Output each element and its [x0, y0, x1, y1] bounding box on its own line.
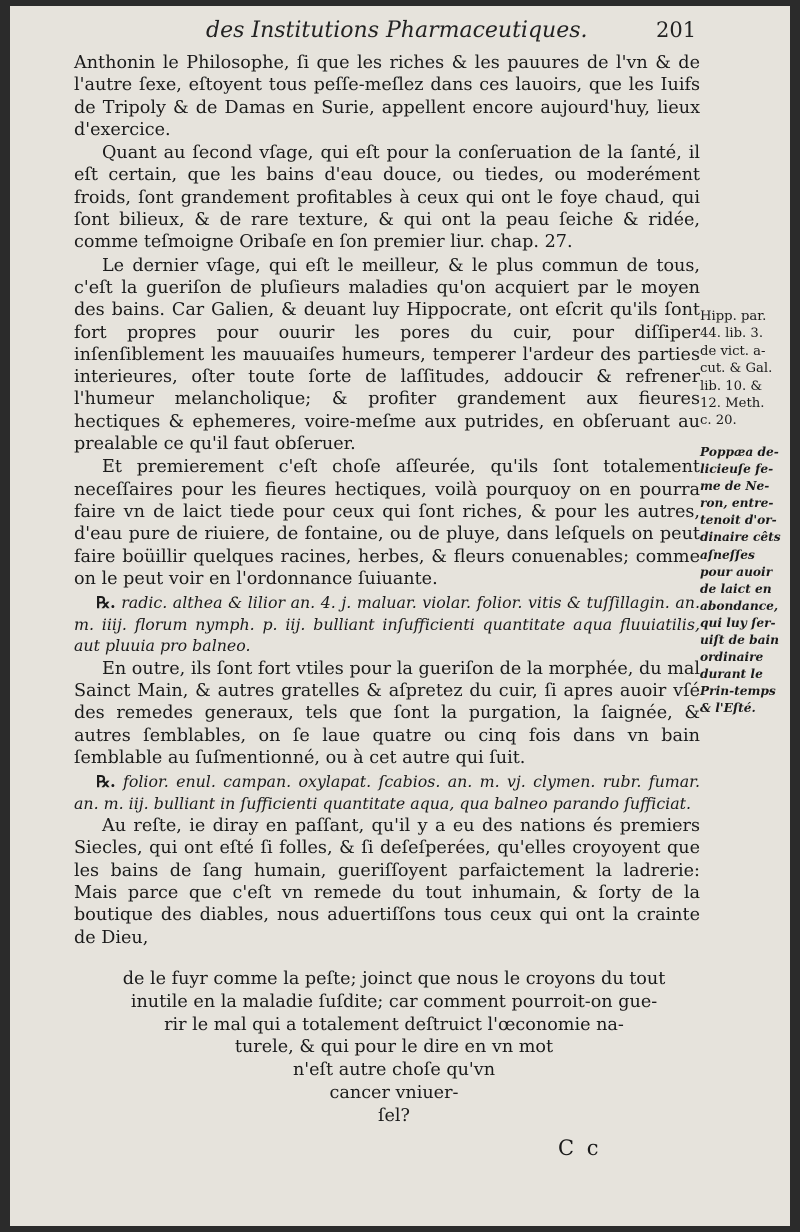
margin-line: licieuſe fe-: [700, 462, 774, 477]
margin-note-hippocrates: [700, 308, 780, 430]
tail-line: de le fuyr comme la peſte; joinct que nous le croyons du tout: [122, 969, 666, 989]
prescription-1: [74, 592, 700, 657]
paragraph-4: Et premierement c'eſt choſe aſſeurée, qu'ils ſont totalement neceſſaires pour les fieures hectiques, voilà pourquoy on en pourra faire vn de laict tiede pour ceux qui ſont riches, & pour les autres, d'eau pure de riuiere, de fontaine, ou de pluye, dans leſquels on peut faire boüillir quelques racines, herbes, & fleurs conuenables; comme on le peut voir en l'ordonnance ſuiuante.: [74, 457, 700, 589]
tapered-ending: [74, 968, 714, 1128]
margin-line: durant le: [700, 667, 763, 682]
book-page: [10, 6, 790, 1226]
paragraph-3: Le dernier vſage, qui eſt le meilleur, & le plus commun de tous, c'eſt la gueriſon de pluſieurs maladies qu'on acquiert par le moyen des bains. Car Galien, & deuant luy Hippocrate, ont eſcrit qu'ils ſont fort propres pour ouurir les pores du cuir, pour diſſiper inſenſiblement les mauuaiſes humeurs, temperer l'ardeur des parties interieures, oſter toute ſorte de laſſitudes, addoucir & refrener l'humeur melancholique; & profiter grandement aux fieures hectiques & ephemeres, voire-meſme aux putrides, en obſeruant au prealable ce qu'il faut obſeruer.: [74, 255, 700, 455]
margin-line: cut. & Gal.: [700, 361, 773, 377]
margin-line: ordinaire: [700, 650, 764, 665]
main-text: [74, 52, 700, 949]
margin-line: tenoit d'or-: [700, 513, 777, 528]
prescription-2-text: folior. enul. campan. oxylapat. ſcabios. an. m. vj. clymen. rubr. fumar. an. m. iij. bulliant in ſufficienti quantitate aqua, qua balneo parando ſufficiat.: [74, 772, 700, 813]
recipe-symbol: ℞.: [96, 593, 116, 613]
margin-line: Prin-temps: [700, 684, 776, 699]
margin-line: de laict en: [700, 581, 772, 596]
margin-line: lib. 10. &: [700, 378, 763, 394]
tail-line: ſel?: [378, 1105, 410, 1126]
margin-line: 44. lib. 3.: [700, 326, 764, 342]
tail-line: n'eſt autre choſe qu'vn: [292, 1060, 496, 1081]
paragraph-5: En outre, ils ſont fort vtiles pour la gueriſon de la morphée, du mal Sainct Main, & autres gratelles & aſpretez du cuir, ſi apres auoir vſé des remedes generaux, tels que ſont la purgation, la ſaignée, & autres ſemblables, on ſe laue quatre ou cinq fois dans vn bain ſemblable au ſuſmentionné, ou à cet autre qui ſuit.: [74, 658, 700, 768]
prescription-1-text: radic. althea & lilior an. 4. j. maluar. violar. folior. vitis & tuſſillagin. an. m. iiij. florum nymph. p. iij. bulliant inſufficienti quantitate aqua fluuiatilis, aut pluuia pro balneo.: [74, 593, 700, 656]
paragraph-6: Au reſte, ie diray en paſſant, qu'il y a eu des nations és premiers Siecles, qui ont eſté ſi folles, & ſi deſeſperées, qu'elles croyoyent que les bains de ſang humain, gueriſſoyent parfaictement la ladrerie: Mais parce que c'eſt vn remede du tout inhumain, & ſorty de la boutique des diables, nous aduertiſſons tous ceux qui ont la crainte de Dieu,: [74, 816, 700, 948]
margin-line: 12. Meth.: [700, 396, 765, 412]
margin-line: c. 20.: [700, 413, 737, 429]
prescription-2: [74, 771, 700, 814]
margin-line: & l'Eſté.: [700, 701, 756, 716]
tail-line: rir le mal qui a totalement deſtruict l'œconomie na-: [164, 1014, 624, 1035]
margin-line: dinaire cêts: [700, 530, 781, 545]
page-number: 201: [656, 18, 697, 42]
tail-line: inutile en la maladie ſuſdite; car comment pourroit-on gue-: [130, 991, 658, 1012]
margin-line: pour auoir: [700, 564, 773, 579]
margin-line: Poppæa de-: [700, 445, 779, 459]
tail-line: cancer vniuer-: [329, 1082, 459, 1103]
margin-note-poppaea: [700, 444, 782, 718]
margin-line: Hipp. par.: [700, 309, 767, 324]
paragraph-1: Anthonin le Philosophe, ſi que les riches & les pauures de l'vn & de l'autre ſexe, eſtoyent tous peſſe-meſlez dans ces lauoirs, que les Iuifs de Tripoly & de Damas en Surie, appellent encore aujourd'huy, lieux d'exercice.: [74, 53, 700, 140]
paragraph-2: Quant au ſecond vſage, qui eſt pour la conſeruation de la ſanté, il eſt certain, que les bains d'eau douce, ou tiedes, ou moderément froids, ſont grandement profitables à ceux qui ont le foye chaud, qui ſont bilieux, & de rare texture, & qui ont la peau ſeiche & ridée, comme teſmoigne Oribaſe en ſon premier liur. chap. 27.: [74, 143, 700, 253]
margin-line: abondance,: [700, 598, 779, 613]
margin-line: ron, entre-: [700, 496, 774, 511]
recipe-symbol: ℞.: [96, 772, 116, 792]
margin-line: uiſt de bain: [700, 633, 780, 648]
signature-mark: C c: [558, 1136, 602, 1160]
margin-line: aſneſſes: [700, 547, 755, 562]
margin-line: de vict. a-: [700, 343, 766, 359]
tail-line: turele, & qui pour le dire en vn mot: [234, 1037, 554, 1058]
margin-line: me de Ne-: [700, 479, 770, 494]
margin-line: qui luy ſer-: [700, 615, 776, 630]
running-head: des Institutions Pharmaceutiques.: [206, 18, 588, 43]
